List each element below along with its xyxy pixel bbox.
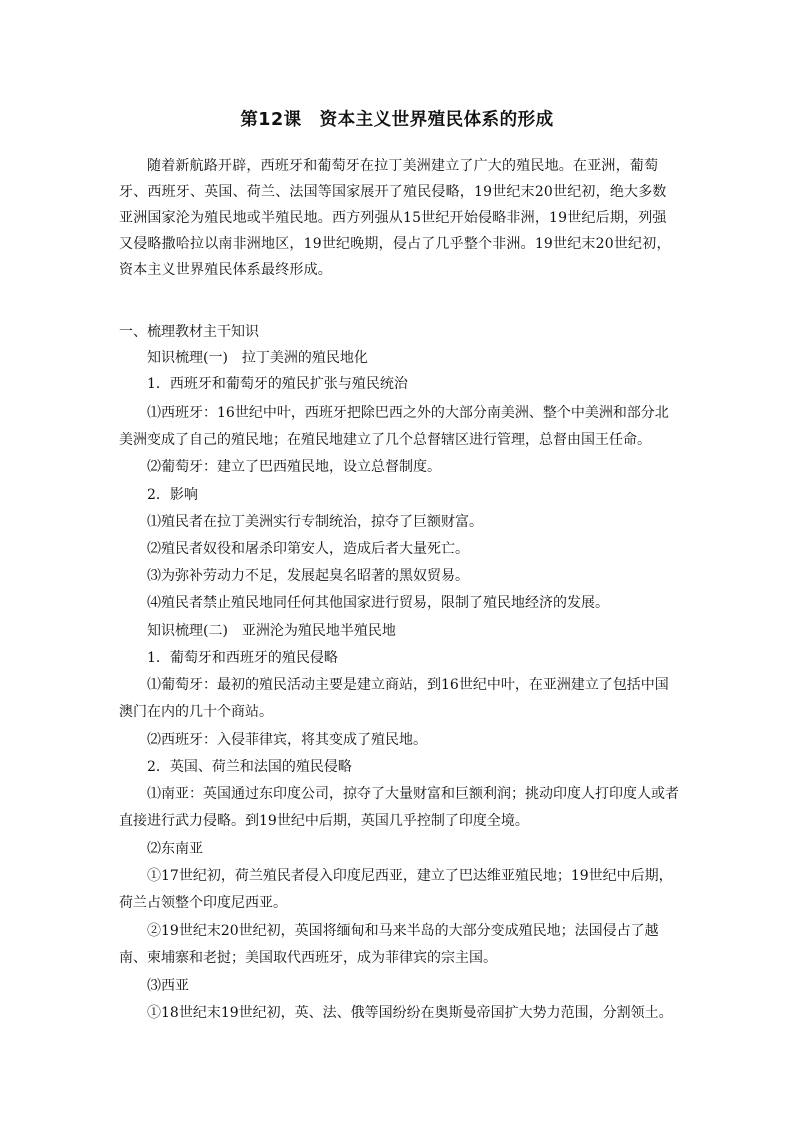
knowledge-1-title: 知识梳理(一) 拉丁美洲的殖民地化 xyxy=(147,350,368,366)
knowledge-2-paragraph-spain: ⑵西班牙：入侵菲律宾，将其变成了殖民地。 xyxy=(147,732,427,748)
intro-paragraph: 随着新航路开辟，西班牙和葡萄牙在拉丁美洲建立了广大的殖民地。在亚洲，葡萄牙、西班牙、英国、荷兰、法国等国家展开了殖民侵略，19世纪末20世纪初，绝大多数亚洲国家沦为殖民地或半殖民地。西方列强从15世纪开始侵略非洲，19世纪后期，列强又侵略撒哈拉以南非洲地区，19世纪晚期，侵占了几乎整个非洲。19世纪末20世纪初，资本主义世界殖民体系最终形成。 xyxy=(119,158,671,278)
knowledge-2-paragraph-dutch: ①17世纪初，荷兰殖民者侵入印度尼西亚，建立了巴达维亚殖民地；19世纪中后期，荷兰占领整个印度尼西亚。 xyxy=(119,868,673,911)
knowledge-2-heading-southeast-asia: ⑵东南亚 xyxy=(147,841,203,857)
knowledge-1-item-1: ⑴殖民者在拉丁美洲实行专制统治，掠夺了巨额财富。 xyxy=(147,514,483,530)
knowledge-2-paragraph-colonies: ②19世纪末20世纪初，英国将缅甸和马来半岛的大部分变成殖民地；法国侵占了越南、柬埔寨和老挝；美国取代西班牙，成为菲律宾的宗主国。 xyxy=(119,923,659,966)
knowledge-2-paragraph-portugal: ⑴葡萄牙：最初的殖民活动主要是建立商站，到16世纪中叶，在亚洲建立了包括中国澳门在内的几十个商站。 xyxy=(119,677,669,720)
knowledge-1-heading-1: 1．西班牙和葡萄牙的殖民扩张与殖民统治 xyxy=(147,376,408,392)
knowledge-2-paragraph-ottoman: ①18世纪末19世纪初，英、法、俄等国纷纷在奥斯曼帝国扩大势力范围，分割领土。 xyxy=(147,1005,673,1021)
lesson-title: 第12课 资本主义世界殖民体系的形成 xyxy=(240,110,554,130)
knowledge-1-item-4: ⑷殖民者禁止殖民地同任何其他国家进行贸易，限制了殖民地经济的发展。 xyxy=(147,595,609,611)
knowledge-2-heading-west-asia: ⑶西亚 xyxy=(147,978,189,994)
knowledge-2-title: 知识梳理(二) 亚洲沦为殖民地半殖民地 xyxy=(147,623,396,639)
knowledge-1-heading-2: 2．影响 xyxy=(147,487,198,503)
knowledge-1-item-3: ⑶为弥补劳动力不足，发展起臭名昭著的黑奴贸易。 xyxy=(147,568,469,584)
knowledge-1-item-2: ⑵殖民者奴役和屠杀印第安人，造成后者大量死亡。 xyxy=(147,541,469,557)
knowledge-2-heading-1: 1．葡萄牙和西班牙的殖民侵略 xyxy=(147,650,338,666)
section-heading: 一、梳理教材主干知识 xyxy=(119,324,259,340)
knowledge-1-paragraph-spain: ⑴西班牙：16世纪中叶，西班牙把除巴西之外的大部分南美洲、整个中美洲和部分北美洲变成了自己的殖民地；在殖民地建立了几个总督辖区进行管理，总督由国王任命。 xyxy=(119,405,669,448)
knowledge-2-heading-2: 2．英国、荷兰和法国的殖民侵略 xyxy=(147,759,352,775)
knowledge-2-paragraph-south-asia: ⑴南亚：英国通过东印度公司，掠夺了大量财富和巨额利润；挑动印度人打印度人或者直接进行武力侵略。到19世纪中后期，英国几乎控制了印度全境。 xyxy=(119,786,679,829)
knowledge-1-paragraph-portugal: ⑵葡萄牙：建立了巴西殖民地，设立总督制度。 xyxy=(147,459,441,475)
